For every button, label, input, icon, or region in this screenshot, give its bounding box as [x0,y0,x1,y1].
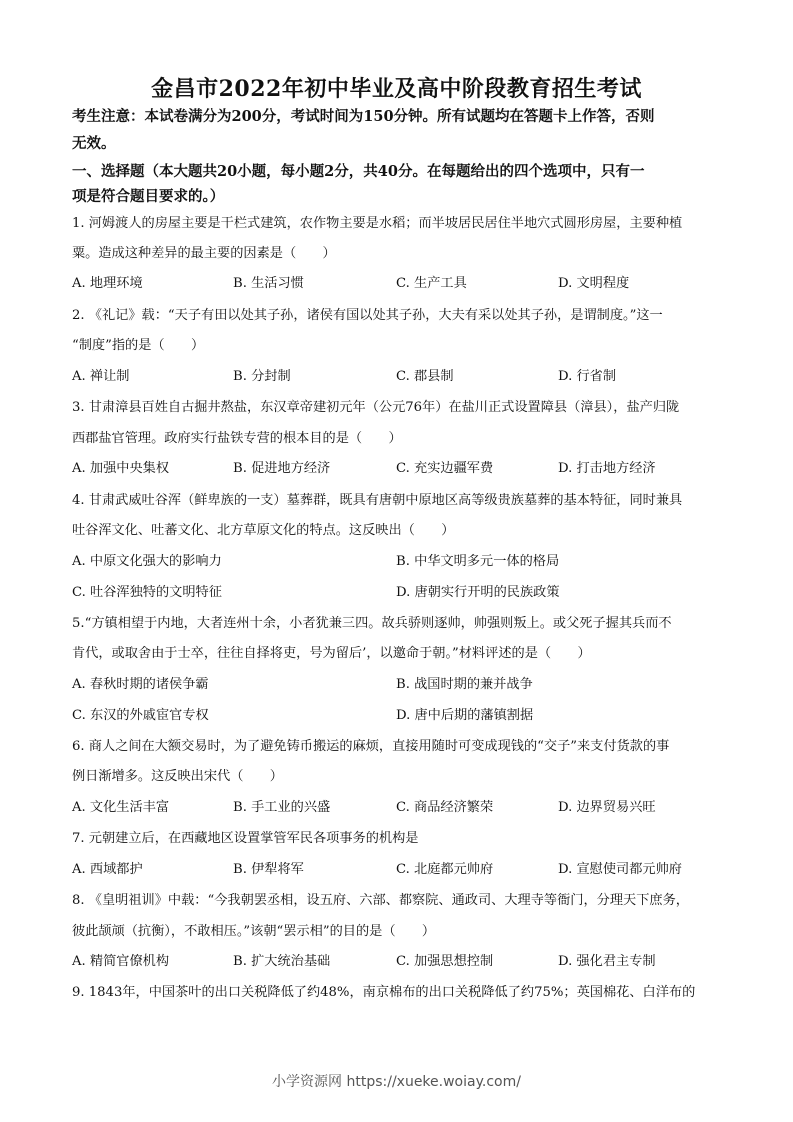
option-c: C. 生产工具 [396,276,467,291]
question-stem: 8. 《皇明祖训》中载：“今我朝罢丞相，设五府、六部、都察院、通政司、大理寺等衙门，分理天下庶务， [72,893,689,908]
section-heading-line-1: 一、选择题（本大题共20小题，每小题2分，共40分。在每题给出的四个选项中，只有一 [72,163,645,180]
question-stem: 4. 甘肃武威吐谷浑（鲜卑族的一支）墓葬群，既具有唐朝中原地区高等级贵族墓葬的基本特征，同时兼具 [72,493,683,508]
question-stem: 肯代，或取舍由于士卒，往往自择将吏，号为留后’，以邀命于朝。”材料评述的是（ ） [72,646,591,661]
option-a: A. 中原文化强大的影响力 [72,554,222,569]
notice-line-1: 考生注意：本试卷满分为200分，考试时间为150分钟。所有试题均在答题卡上作答，否则 [72,108,655,125]
option-d: D. 打击地方经济 [558,461,656,476]
question-stem: 5.“方镇相望于内地，大者连州十余，小者犹兼三四。故兵骄则逐帅，帅强则叛上。或父死子握其兵而不 [72,616,672,631]
option-b: B. 战国时期的兼并战争 [396,677,533,692]
question-stem: 3. 甘肃漳县百姓自古掘井熬盐，东汉章帝建初元年（公元76年）在盐川正式设置障县（漳县），盐产归陇 [72,400,680,415]
question-stem: 例日渐增多。这反映出宋代（ ） [72,769,283,784]
option-c: C. 郡县制 [396,369,454,384]
option-d: D. 宣慰使司都元帅府 [558,862,682,877]
option-b: B. 伊犁将军 [233,862,304,877]
option-d: D. 边界贸易兴旺 [558,800,656,815]
question-stem: 吐谷浑文化、吐蕃文化、北方草原文化的特点。这反映出（ ） [72,523,455,538]
question-stem: 2. 《礼记》载：“天子有田以处其子孙，诸侯有国以处其子孙，大夫有采以处其子孙，是谓制度。”这一 [72,308,663,323]
question-stem: 西郡盐官管理。政府实行盐铁专营的根本目的是（ ） [72,431,402,446]
option-d: D. 行省制 [558,369,617,384]
option-d: D. 强化君主专制 [558,954,656,969]
question-stem: 彼此颉颃（抗衡），不敢相压。”该朝“罢示相”的目的是（ ） [72,924,436,939]
question-stem: 6. 商人之间在大额交易时，为了避免铸币搬运的麻烦，直接用随时可变成现钱的“交子”来支付货款的事 [72,739,670,754]
option-a: A. 禅让制 [72,369,130,384]
option-b: B. 分封制 [233,369,291,384]
question-stem: 粟。造成这种差异的最主要的因素是（ ） [72,246,336,261]
question-stem: 7. 元朝建立后，在西藏地区设置掌管军民各项事务的机构是 [72,831,419,846]
question-stem: 9. 1843年，中国茶叶的出口关税降低了约48%，南京棉布的出口关税降低了约75%；英国棉花、白洋布的 [72,985,696,1000]
option-a: A. 文化生活丰富 [72,800,170,815]
option-b: B. 手工业的兴盛 [233,800,331,815]
option-d: D. 文明程度 [558,276,630,291]
option-c: C. 吐谷浑独特的文明特征 [72,585,222,600]
option-b: B. 中华文明多元一体的格局 [396,554,560,569]
exam-title: 金昌市2022年初中毕业及高中阶段教育招生考试 [151,76,642,102]
option-c: C. 加强思想控制 [396,954,494,969]
option-b: B. 扩大统治基础 [233,954,331,969]
section-heading-line-2: 项是符合题目要求的。） [72,188,225,205]
option-d: D. 唐中后期的藩镇割据 [396,708,534,723]
option-c: C. 商品经济繁荣 [396,800,494,815]
question-stem: 1. 河姆渡人的房屋主要是干栏式建筑，农作物主要是水稻；而半坡居民居住半地穴式圆形房屋，主要种植 [72,216,683,231]
option-b: B. 生活习惯 [233,276,304,291]
option-a: A. 地理环境 [72,276,143,291]
option-c: C. 充实边疆军费 [396,461,494,476]
question-stem: “制度”指的是（ ） [72,338,205,353]
option-b: B. 促进地方经济 [233,461,331,476]
notice-line-2: 无效。 [72,135,116,152]
option-c: C. 北庭都元帅府 [396,862,494,877]
option-a: A. 春秋时期的诸侯争霸 [72,677,209,692]
option-d: D. 唐朝实行开明的民族政策 [396,585,560,600]
option-c: C. 东汉的外戚宦官专权 [72,708,209,723]
footer-watermark: 小学资源网 https://xueke.woiay.com/ [272,1074,521,1090]
option-a: A. 西域都护 [72,862,143,877]
option-a: A. 加强中央集权 [72,461,170,476]
option-a: A. 精简官僚机构 [72,954,170,969]
